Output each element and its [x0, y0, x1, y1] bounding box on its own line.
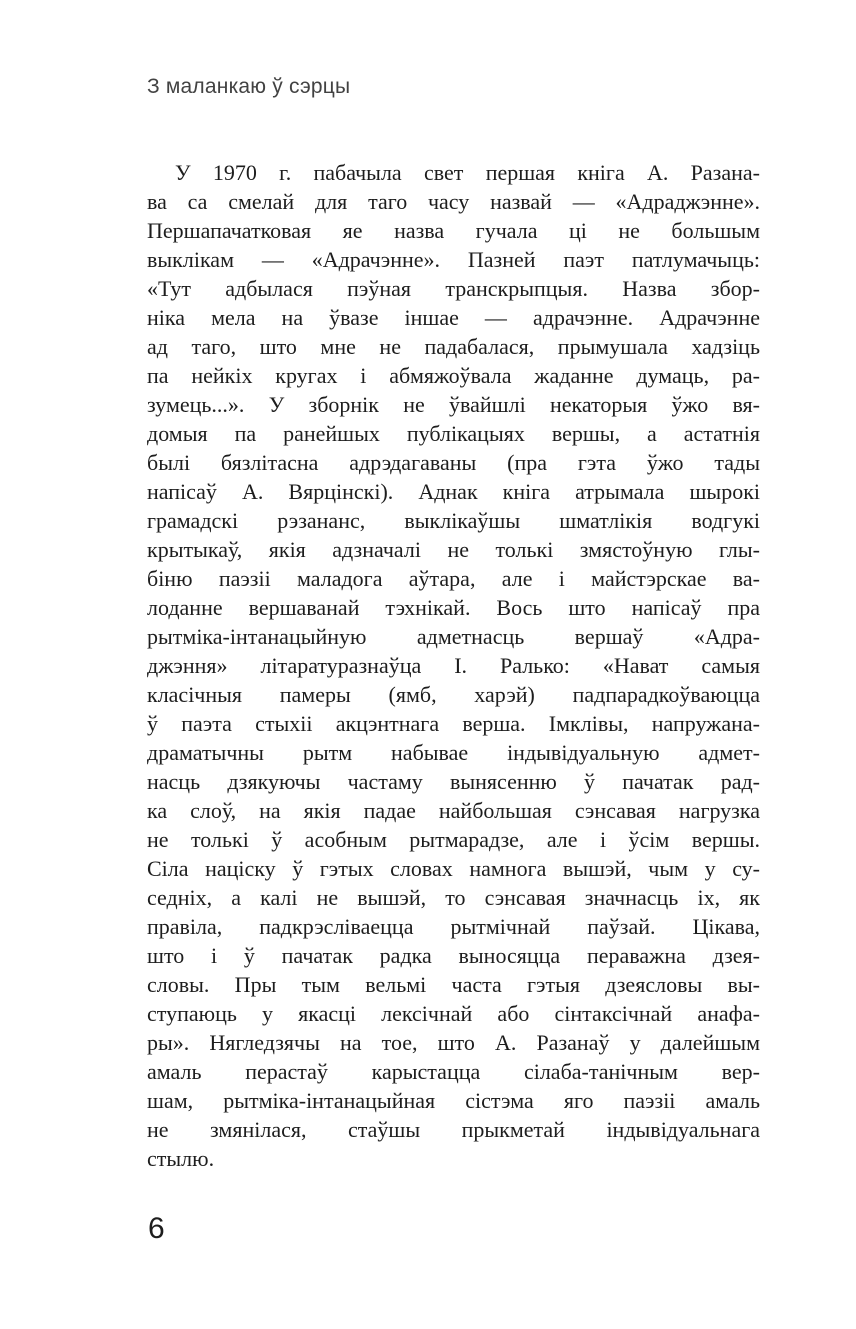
- text-line: рытміка-інтанацыйную адметнасць вершаў «Адра-: [147, 624, 760, 649]
- text-line: седніх, а калі не вышэй, то сэнсавая значнасць іх, як: [147, 885, 760, 910]
- text-line: «Тут адбылася пэўная транскрыпцыя. Назва збор-: [147, 276, 760, 301]
- text-line: ка слоў, на якія падае найбольшая сэнсавая нагрузка: [147, 798, 760, 823]
- text-line: ніка мела на ўвазе іншае — адрачэнне. Адрачэнне: [147, 305, 760, 330]
- text-line: амаль перастаў карыстацца сілаба-танічным вер-: [147, 1059, 760, 1084]
- page-number: 6: [148, 1212, 165, 1245]
- running-header: З маланкаю ў сэрцы: [147, 75, 351, 98]
- text-line: па нейкіх кругах і абмяжоўвала жаданне думаць, ра-: [147, 363, 760, 388]
- text-line: біню паэзіі маладога аўтара, але і майстэрскае ва-: [147, 566, 760, 591]
- text-line: шам, рытміка-інтанацыйная сістэма яго паэзіі амаль: [147, 1088, 760, 1113]
- text-line: домыя па ранейшых публікацыях вершы, а астатнія: [147, 421, 760, 446]
- text-line: ад таго, што мне не падабалася, прымушала хадзіць: [147, 334, 760, 359]
- body-text-paragraph: [147, 158, 760, 1173]
- text-line: не толькі ў асобным рытмарадзе, але і ўсім вершы.: [147, 827, 760, 852]
- text-line: Сіла націску ў гэтых словах намнога вышэй, чым у су-: [147, 856, 760, 881]
- text-line: што і ў пачатак радка выносяцца пераважна дзея-: [147, 943, 760, 968]
- text-line: стылю.: [147, 1146, 215, 1171]
- text-line: крытыкаў, якія адзначалі не толькі змястоўную глы-: [147, 537, 760, 562]
- text-line: Першапачатковая яе назва гучала ці не большым: [147, 218, 760, 243]
- text-line: насць дзякуючы частаму вынясенню ў пачатак рад-: [147, 769, 760, 794]
- text-line: зумець...». У зборнік не ўвайшлі некаторыя ўжо вя-: [147, 392, 760, 417]
- text-line: напісаў А. Вярцінскі). Аднак кніга атрымала шырокі: [147, 479, 760, 504]
- text-line: не змянілася, стаўшы прыкметай індывідуальнага: [147, 1117, 760, 1142]
- text-line: грамадскі рэзананс, выклікаўшы шматлікія водгукі: [147, 508, 760, 533]
- text-line: У 1970 г. пабачыла свет першая кніга А. Разана-: [175, 160, 760, 185]
- text-line: ступаюць у якасці лексічнай або сінтаксічнай анафа-: [147, 1001, 760, 1026]
- text-line: выклікам — «Адрачэнне». Пазней паэт патлумачыць:: [147, 247, 760, 272]
- text-line: класічныя памеры (ямб, харэй) падпарадкоўваюцца: [147, 682, 760, 707]
- text-line: ры». Нягледзячы на тое, што А. Разанаў у далейшым: [147, 1030, 760, 1055]
- text-line: лоданне вершаванай тэхнікай. Вось што напісаў пра: [147, 595, 760, 620]
- text-line: ва са смелай для таго часу назвай — «Адраджэнне».: [147, 189, 760, 214]
- text-line: джэння» літаратуразнаўца І. Ралько: «Нават самыя: [147, 653, 760, 678]
- text-line: ў паэта стыхіі акцэнтнага верша. Імклівы, напружана-: [147, 711, 760, 736]
- text-line: правіла, падкрэсліваецца рытмічнай паўзай. Цікава,: [147, 914, 760, 939]
- text-line: словы. Пры тым вельмі часта гэтыя дзеясловы вы-: [147, 972, 760, 997]
- text-line: драматычны рытм набывае індывідуальную адмет-: [147, 740, 760, 765]
- text-line: былі бязлітасна адрэдагаваны (пра гэта ўжо тады: [147, 450, 760, 475]
